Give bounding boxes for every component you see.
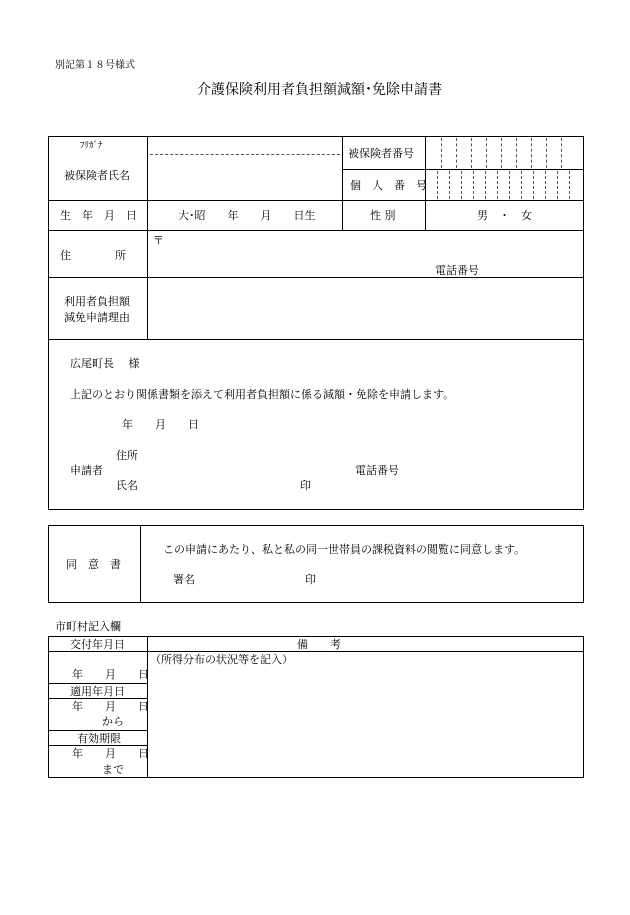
issue-date-label: 交付年月日 — [70, 638, 125, 651]
applicant-phone-label: 電話番号 — [355, 464, 399, 477]
remarks-field[interactable] — [150, 668, 582, 776]
consent-seal: 印 — [305, 573, 316, 586]
postal-mark: 〒 — [153, 234, 164, 247]
municipal-header: 市町村記入欄 — [55, 620, 121, 633]
reason-field[interactable] — [150, 279, 582, 337]
reason-label-line2: 減免申請理由 — [64, 311, 130, 324]
insured-number-field[interactable] — [427, 138, 582, 168]
apply-date-value[interactable]: 年 月 日 — [72, 700, 149, 713]
address-field[interactable] — [150, 232, 582, 275]
personal-number-field[interactable] — [427, 171, 582, 199]
applicant-label: 申請者 — [70, 464, 103, 477]
reason-label-line1: 利用者負担額 — [64, 295, 130, 308]
insured-name-label: 被保険者氏名 — [64, 169, 130, 182]
consent-text: この申請にあたり、私と私の同一世帯員の課税資料の閲覧に同意します。 — [163, 543, 526, 556]
birth-date-field[interactable]: 大･昭 年 月 日生 — [178, 209, 316, 222]
insured-number-label: 被保険者番号 — [348, 147, 414, 160]
apply-date-from: から — [102, 715, 124, 728]
consent-label: 同 意 書 — [66, 558, 121, 571]
application-date[interactable]: 年 月 日 — [122, 418, 199, 431]
remarks-note: （所得分布の状況等を記入） — [150, 653, 293, 666]
valid-label: 有効期限 — [77, 732, 121, 745]
personal-number-label: 個 人 番 号 — [350, 179, 427, 192]
sex-field[interactable]: 男 ・ 女 — [477, 209, 532, 222]
valid-until: まで — [102, 763, 124, 776]
address-label: 住 所 — [60, 249, 126, 262]
apply-date-label: 適用年月日 — [70, 685, 125, 698]
consent-signature-field[interactable] — [200, 568, 300, 588]
remarks-label: 備 考 — [297, 638, 341, 651]
birth-date-label: 生 年 月 日 — [60, 209, 137, 222]
form-number: 別記第１８号様式 — [55, 60, 135, 71]
request-text: 上記のとおり関係書類を添えて利用者負担額に係る減額・免除を申請します。 — [70, 388, 455, 401]
applicant-name-label: 氏名 — [116, 479, 138, 492]
insured-name-field[interactable] — [150, 156, 340, 198]
applicant-address-label: 住所 — [116, 449, 138, 462]
consent-signature-label: 署名 — [173, 573, 195, 586]
address-phone-label: 電話番号 — [435, 264, 479, 277]
issue-date-value[interactable]: 年 月 日 — [72, 668, 149, 681]
applicant-seal: 印 — [300, 479, 311, 492]
valid-date-value[interactable]: 年 月 日 — [72, 747, 149, 760]
furigana-label: ﾌﾘｶﾞﾅ — [80, 141, 103, 151]
furigana-field[interactable] — [150, 138, 340, 153]
sex-label: 性 別 — [370, 209, 396, 222]
consent-box — [48, 525, 584, 603]
page-title: 介護保険利用者負担額減額･免除申請書 — [197, 82, 442, 98]
addressee: 広尾町長 様 — [70, 357, 140, 370]
